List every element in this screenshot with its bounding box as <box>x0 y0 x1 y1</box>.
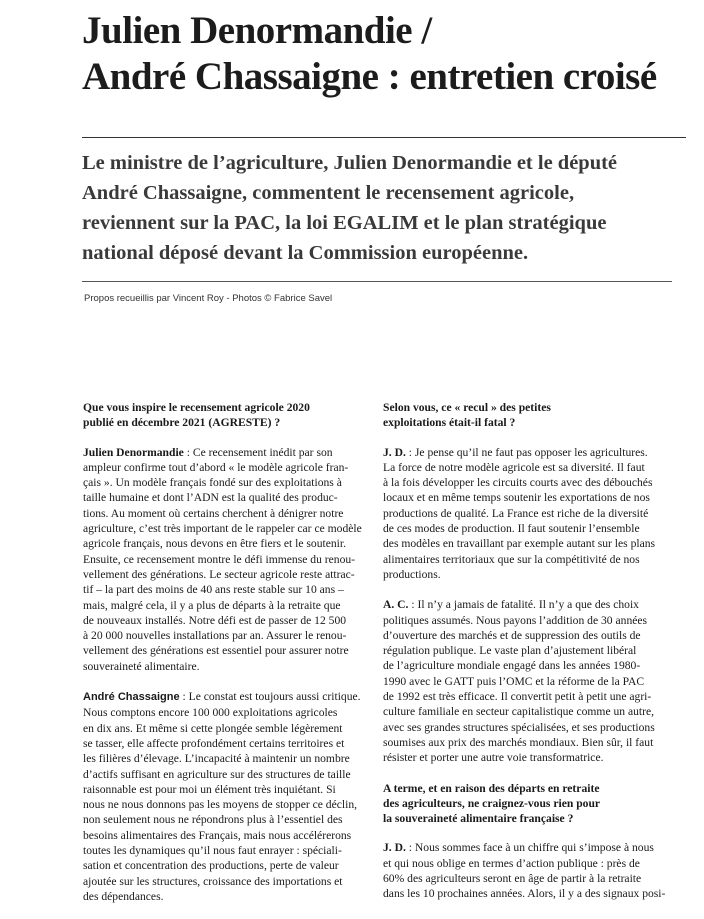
answer-line: ampleur confirme tout d’abord « le modèle agricole fran- <box>83 460 349 474</box>
answer-line: raisonnable est pour moi un élément très inquiétant. Si <box>83 782 336 796</box>
right-column <box>383 400 672 917</box>
speaker-name: A. C. <box>383 598 409 612</box>
answer-line: résister et porter une autre voie transformatrice. <box>383 751 604 765</box>
answer-line: non seulement nous ne répondrons plus à l’essentiel des <box>83 813 343 827</box>
answer-text: : Nous sommes face à un chiffre qui s’impose à nous <box>405 841 654 855</box>
answer-line: souveraineté alimentaire. <box>83 659 200 673</box>
answer-line: alimentaires territoriaux que sur la compétitivité de nos <box>383 552 640 566</box>
top-divider <box>82 137 686 138</box>
answer-text: : Le constat est toujours aussi critique. <box>179 690 361 704</box>
question <box>383 400 672 431</box>
speaker-name: J. D. <box>383 445 406 459</box>
credit-divider <box>82 281 672 282</box>
answer-line: 1990 avec le GATT puis l’OMC et la réforme de la PAC <box>383 674 645 688</box>
speaker-name: J. D. <box>383 841 406 855</box>
answer-line <box>83 689 371 705</box>
answer-line: locaux et en même temps soutenir les exportations de nos <box>383 491 650 505</box>
question-line: A terme, et en raison des départs en retraite <box>383 781 600 795</box>
question-line: exploitations était-il fatal ? <box>383 416 516 430</box>
title-line: André Chassaigne : entretien croisé <box>82 55 657 98</box>
answer-line: se tasser, elle affecte profondément certains territoires et <box>83 736 345 750</box>
answer-line: agricole français, nous devons en être fiers et le soutenir. <box>83 537 347 551</box>
answer-text: : Je pense qu’il ne faut pas opposer les agricultures. <box>405 445 648 459</box>
question-line: des agriculteurs, ne craignez-vous rien pour <box>383 796 601 810</box>
answer-line: de 1992 est très efficace. Il convertit petit à petit une agri- <box>383 690 652 704</box>
answer-text: : Il n’y a jamais de fatalité. Il n’y a que des choix <box>408 598 639 612</box>
answer-line: mais, malgré cela, il y a plus de départs à la retraite que <box>83 598 341 612</box>
answer-line: à la fois développer les circuits courts avec des débouchés <box>383 476 653 490</box>
answer-line: nous ne nous donnons pas les moyens de stopper ce déclin, <box>83 798 358 812</box>
answer-line: Ensuite, ce recensement montre le défi immense du renou- <box>83 552 356 566</box>
article-lede <box>82 148 682 268</box>
answer-line: et qui nous oblige en termes d’action publique : près de <box>383 856 640 870</box>
answer-line: besoins alimentaires des Français, mais nous accélérerons <box>83 828 352 842</box>
answer-line: à 20 000 nouvelles installations par an. Assurer le renou- <box>83 629 347 643</box>
answer-line: productions de qualité. La France est riche de la diversité <box>383 506 649 520</box>
answer-line: des modèles en travaillant par exemple autant sur les plans <box>383 537 656 551</box>
question-line: Que vous inspire le recensement agricole 2020 <box>83 401 310 414</box>
answer-line: en dix ans. Et même si cette plongée semble légèrement <box>83 721 343 735</box>
answer-line: politiques assumés. Nous payons l’addition de 30 années <box>383 613 648 627</box>
answer-line: çais ». Un modèle français fondé sur des exploitations à <box>83 476 342 490</box>
question <box>383 781 672 827</box>
answer-line: d’ouverture des marchés et de suppression des outils de <box>383 628 641 642</box>
answer-line: tions. Au moment où certains cherchent à dénigrer notre <box>83 506 344 520</box>
answer-line: des dépendances. <box>83 889 164 903</box>
answer-line: toutes les dynamiques qu’il nous faut enrayer : spéciali- <box>83 844 342 858</box>
lede-line: national déposé devant la Commission européenne. <box>82 242 529 264</box>
lede-line: André Chassaigne, commentent le recensement agricole, <box>82 182 575 204</box>
title-line: Julien Denormandie / <box>82 9 432 52</box>
answer-line: vellement des générations est essentiel pour assurer notre <box>83 644 349 658</box>
answer-line <box>383 445 672 460</box>
answer-line: de l’agriculture mondiale engagé dans les années 1980- <box>383 659 641 673</box>
answer-line <box>83 445 371 460</box>
answer-line: taille humaine et dont l’ADN est la qualité des produc- <box>83 491 338 505</box>
answer-paragraph <box>383 597 672 765</box>
answer-line: de nouveaux installés. Notre défi est de passer de 12 500 <box>83 613 347 627</box>
answer-line: vellement des générations. Le secteur agricole reste attrac- <box>83 567 355 581</box>
answer-line: avec ses grandes structures spécialisées, et ses productions <box>383 720 655 734</box>
answer-line: 60% des agriculteurs seront en âge de partir à la retraite <box>383 872 642 886</box>
answer-line <box>383 840 672 855</box>
answer-line: Nous comptons encore 100 000 exploitations agricoles <box>83 706 338 720</box>
answer-line: de ces modes de production. Il faut soutenir l’ensemble <box>383 522 640 536</box>
answer-paragraph <box>383 445 672 583</box>
answer-line: ajoutée sur les structures, croissance des importations et <box>83 874 343 888</box>
answer-line: d’actifs suffisant en agriculture sur des structures de taille <box>83 767 351 781</box>
answer-paragraph <box>383 840 672 901</box>
speaker-name: Julien Denormandie <box>83 445 184 459</box>
answer-line: soumises aux prix des marchés mondiaux. Bien sûr, il faut <box>383 735 654 749</box>
answer-line: sation et concentration des productions, perte de valeur <box>83 859 339 873</box>
photo-credit: Propos recueillis par Vincent Roy - Photos © Fabrice Savel <box>84 293 333 304</box>
answer-line: tif – la part des moins de 40 ans reste stable sur 10 ans – <box>83 583 344 597</box>
answer-paragraph <box>83 445 371 674</box>
lede-line: Le ministre de l’agriculture, Julien Denormandie et le député <box>82 152 618 174</box>
article-title <box>82 8 692 100</box>
question <box>83 400 371 431</box>
answer-paragraph <box>83 689 371 904</box>
answer-line: culture familiale en secteur capitalistique comme un autre, <box>383 705 655 719</box>
answer-line: La force de notre modèle agricole est sa diversité. Il faut <box>383 460 645 474</box>
answer-line: les filières d’élevage. L’incapacité à maintenir un nombre <box>83 752 350 766</box>
answer-line: agriculture, c’est très important de le rappeler car ce modèle <box>83 522 362 536</box>
answer-line: productions. <box>383 567 441 581</box>
answer-line: régulation publique. Le vaste plan d’ajustement libéral <box>383 644 637 658</box>
speaker-name: André Chassaigne <box>83 691 180 704</box>
question-line: Selon vous, ce « recul » des petites <box>383 401 551 414</box>
question-line: publié en décembre 2021 (AGRESTE) ? <box>83 416 281 430</box>
answer-text: : Ce recensement inédit par son <box>183 445 333 459</box>
left-column <box>83 400 371 919</box>
answer-line: dans les 10 prochaines années. Alors, il y a des signaux posi- <box>383 887 666 901</box>
answer-line <box>383 597 672 612</box>
question-line: la souveraineté alimentaire française ? <box>383 812 574 826</box>
lede-line: reviennent sur la PAC, la loi EGALIM et le plan stratégique <box>82 212 607 234</box>
